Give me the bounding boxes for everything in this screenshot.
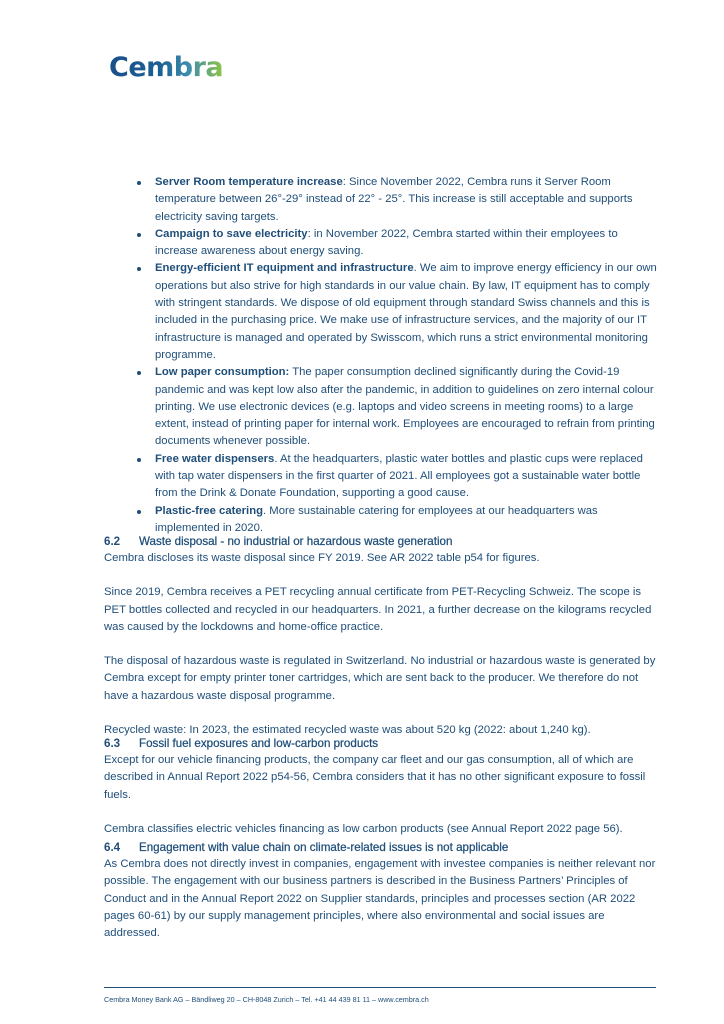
cembra-logo: Cembra: [109, 52, 224, 83]
paragraph: Cembra classifies electric vehicles financing as low carbon products (see Annual Report 2022 page 56).: [104, 822, 623, 835]
section-title: Waste disposal - no industrial or hazardous waste generation: [139, 535, 453, 548]
bullet-item: [137, 174, 662, 226]
bullet-text: . At the headquarters, plastic water bottles and plastic cups were replaced with tap water dispensers in the first quarter of 2021. All employees got a sustainable water bottle from the Drink & Donate Foundation, supporting a good cause.: [155, 452, 643, 500]
bullet-title: Energy-efficient IT equipment and infrastructure: [155, 262, 414, 275]
bullet-text: : in November 2022, Cembra started within their employees to increase awareness about energy saving.: [155, 227, 618, 258]
bullet-dot-icon: [137, 267, 141, 271]
section-6-4: [104, 839, 660, 959]
section-heading: [104, 839, 660, 856]
paragraph: Since 2019, Cembra receives a PET recycling annual certificate from PET-Recycling Schweiz. The scope is PET bottles collected and recycled in our headquarters. In 2021, a further decrease on the kilograms recycled was caused by the lockdowns and home-office practice.: [104, 586, 652, 633]
section-number: 6.2: [104, 535, 121, 548]
bullet-dot-icon: [137, 371, 141, 375]
bullet-title: Server Room temperature increase: [155, 176, 343, 188]
section-heading: [104, 735, 660, 752]
bullet-title: Free water dispensers: [155, 452, 275, 465]
bullet-item: [137, 364, 662, 450]
bullet-text: . We aim to improve energy efficiency in our own operations but also strive for high standards in our value chain. By law, IT equipment has to comply with stringent standards. We dispose of old equipment through standard Swiss channels and this is included in the purchasing price. We make use of infrastructure services, and the majority of our IT infrastructure is managed and operated by Swisscom, which runs a strict environmental monitoring programme.: [155, 262, 657, 361]
bullet-dot-icon: [137, 458, 141, 462]
bullet-item: [137, 451, 662, 503]
bullet-dot-icon: [137, 510, 141, 514]
bullet-item: [137, 226, 662, 261]
bullet-dot-icon: [137, 181, 141, 185]
section-number: 6.4: [104, 841, 121, 854]
section-number: 6.3: [104, 737, 121, 750]
footer-divider: [104, 987, 656, 988]
section-title: Engagement with value chain on climate-related issues is not applicable: [139, 841, 509, 854]
bullet-title: Low paper consumption:: [155, 366, 290, 379]
paragraph: As Cembra does not directly invest in companies, engagement with investee companies is neither relevant nor possible. The engagement with our business partners is described in the Business Partners’ Principles of Conduct and in the Annual Report 2022 on Supplier standards, principles and processes section (AR 2022 pages 60-61) by our supply management principles, where also environmental and social issues are addressed.: [104, 858, 656, 940]
paragraph: Recycled waste: In 2023, the estimated recycled waste was about 520 kg (2022: about 1,240 kg).: [104, 724, 591, 737]
section-title: Fossil fuel exposures and low-carbon products: [139, 737, 379, 750]
footer-address: Cembra Money Bank AG – Bändliweg 20 – CH-8048 Zurich – Tel. +41 44 439 81 11 – www.cembra.ch: [104, 995, 429, 1004]
section-heading: [104, 533, 660, 550]
paragraph: Cembra discloses its waste disposal since FY 2019. See AR 2022 table p54 for figures.: [104, 552, 540, 564]
bullet-title: Plastic-free catering: [155, 504, 263, 517]
bullet-text: The paper consumption declined significantly during the Covid-19 pandemic and was kept low also after the pandemic, in addition to guidelines on zero internal colour printing. We use electronic devices (e.g. laptops and video screens in meeting rooms) to a large extent, instead of printing paper for internal work. Employees are encouraged to refrain from printing documents whenever possible.: [155, 366, 655, 448]
section-6-3: [104, 735, 660, 855]
bullet-item: [137, 260, 662, 364]
paragraph: Except for our vehicle financing products, the company car fleet and our gas consumption, all of which are described in Annual Report 2022 p54-56, Cembra considers that it has no other significant exposure to fossil fuels.: [104, 754, 646, 801]
paragraph: The disposal of hazardous waste is regulated in Switzerland. No industrial or hazardous waste is generated by Cembra except for empty printer toner cartridges, which are sent back to the producer. We therefore do not have a hazardous waste disposal programme.: [104, 655, 656, 702]
bullet-text: . More sustainable catering for employees at our headquarters was implemented in 2020.: [155, 504, 598, 534]
bullet-title: Campaign to save electricity: [155, 227, 308, 240]
section-6-2: [104, 533, 660, 756]
bullet-dot-icon: [137, 233, 141, 237]
measures-bullet-list: [137, 174, 662, 537]
bullet-text: : Since November 2022, Cembra runs it Server Room temperature between 26°-29° instead of 22° - 25°. This increase is still acceptable and supports electricity saving targets.: [155, 176, 633, 223]
